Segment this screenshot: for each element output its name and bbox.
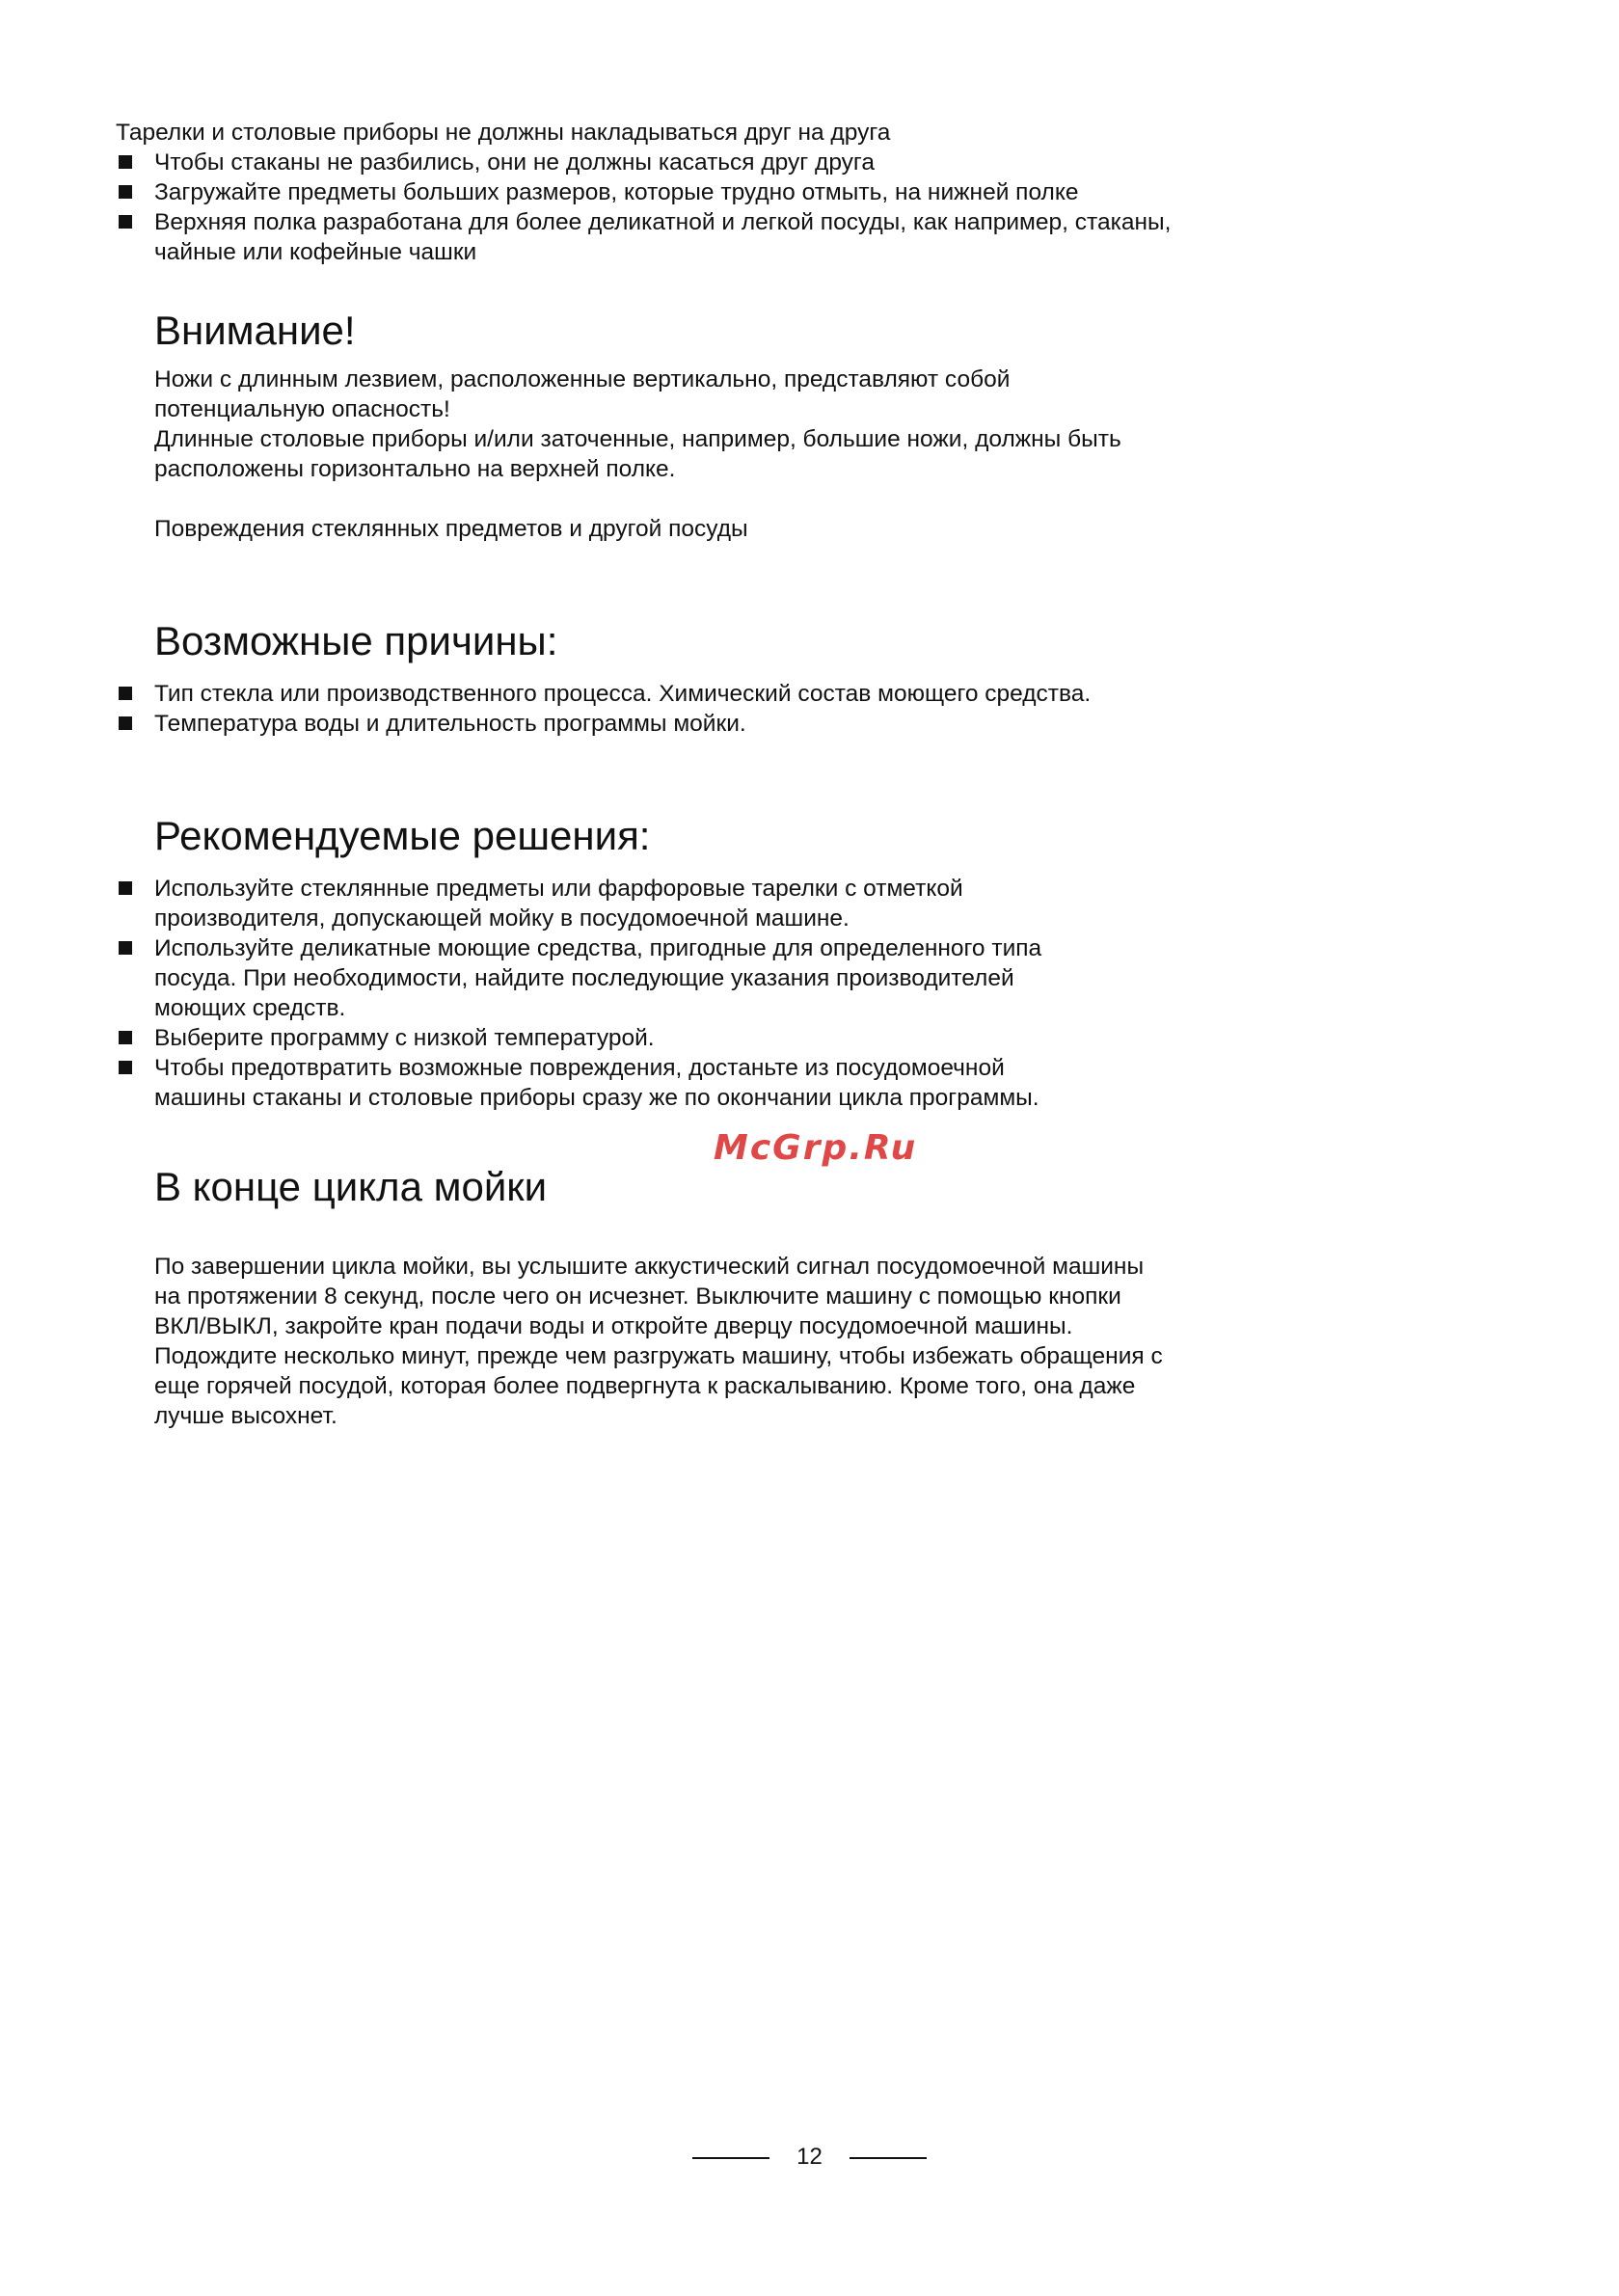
- causes-list-wrap: [116, 679, 1215, 739]
- attention-section: [154, 307, 1157, 544]
- bullet-square-icon: [119, 215, 132, 229]
- watermark-text: McGrp.Ru: [714, 1128, 918, 1168]
- list-item: Верхняя полка разработана для более деликатной и легкой посуды, как например, стаканы, чайные или кофейные чашки: [116, 207, 1196, 267]
- footer-rule-right: [850, 2157, 927, 2159]
- list-item: Температура воды и длительность программы мойки.: [116, 709, 1215, 739]
- list-item: Используйте деликатные моющие средства, пригодные для определенного типа посуда. При необходимости, найдите последующие указания производителей моющих средств.: [116, 933, 1080, 1023]
- solutions-list-wrap: [116, 874, 1080, 1113]
- bullet-square-icon: [119, 155, 132, 169]
- bullet-square-icon: [119, 941, 132, 955]
- solutions-bullet-list: [116, 874, 1080, 1113]
- intro-bullet-list: [116, 148, 1196, 267]
- intro-line: Тарелки и столовые приборы не должны накладываться друг на друга: [116, 120, 891, 146]
- page-footer: [0, 2143, 1619, 2172]
- end-of-cycle-section: [154, 1163, 1176, 1431]
- solutions-heading: Рекомендуемые решения:: [154, 813, 651, 858]
- intro-section: [116, 118, 1225, 267]
- list-item: Тип стекла или производственного процесса. Химический состав моющего средства.: [116, 679, 1215, 709]
- attention-paragraph-2: Длинные столовые приборы и/или заточенные, например, большие ножи, должны быть расположены горизонтально на верхней полке.: [154, 426, 1121, 482]
- bullet-square-icon: [119, 716, 132, 730]
- causes-section: [154, 617, 1234, 665]
- page-number: 12: [796, 2144, 823, 2170]
- bullet-square-icon: [119, 1061, 132, 1074]
- end-of-cycle-heading: В конце цикла мойки: [154, 1164, 548, 1209]
- list-item: Используйте стеклянные предметы или фарфоровые тарелки с отметкой производителя, допускающей мойку в посудомоечной машине.: [116, 874, 1080, 933]
- attention-heading: Внимание!: [154, 308, 356, 353]
- solutions-section: [154, 812, 1234, 860]
- attention-paragraph-1: Ножи с длинным лезвием, расположенные вертикально, представляют собой потенциальную опасность!: [154, 366, 1011, 422]
- footer-rule-left: [692, 2157, 769, 2159]
- list-item: Загружайте предметы больших размеров, которые трудно отмыть, на нижней полке: [116, 177, 1196, 207]
- causes-bullet-list: [116, 679, 1215, 739]
- causes-heading: Возможные причины:: [154, 618, 558, 663]
- bullet-square-icon: [119, 687, 132, 700]
- list-item: Чтобы предотвратить возможные повреждения, достаньте из посудомоечной машины стаканы и столовые приборы сразу же по окончании цикла программы.: [116, 1053, 1080, 1113]
- end-of-cycle-paragraph: По завершении цикла мойки, вы услышите аккустический сигнал посудомоечной машины на протяжении 8 секунд, после чего он исчезнет. Выключите машину с помощью кнопки ВКЛ/ВЫКЛ, закройте кран подачи воды и откройте дверцу посудомоечной машины. Подождите несколько минут, прежде чем разгружать машину, чтобы избежать обращения с еще горячей посудой, которая более подвергнута к раскалыванию. Кроме того, она даже лучше высохнет.: [154, 1254, 1163, 1429]
- bullet-square-icon: [119, 185, 132, 199]
- list-item: Чтобы стаканы не разбились, они не должны касаться друг друга: [116, 148, 1196, 177]
- attention-paragraph-3: Повреждения стеклянных предметов и другой посуды: [154, 516, 748, 542]
- bullet-square-icon: [119, 881, 132, 895]
- list-item: Выберите программу с низкой температурой.: [116, 1023, 1080, 1053]
- bullet-square-icon: [119, 1031, 132, 1044]
